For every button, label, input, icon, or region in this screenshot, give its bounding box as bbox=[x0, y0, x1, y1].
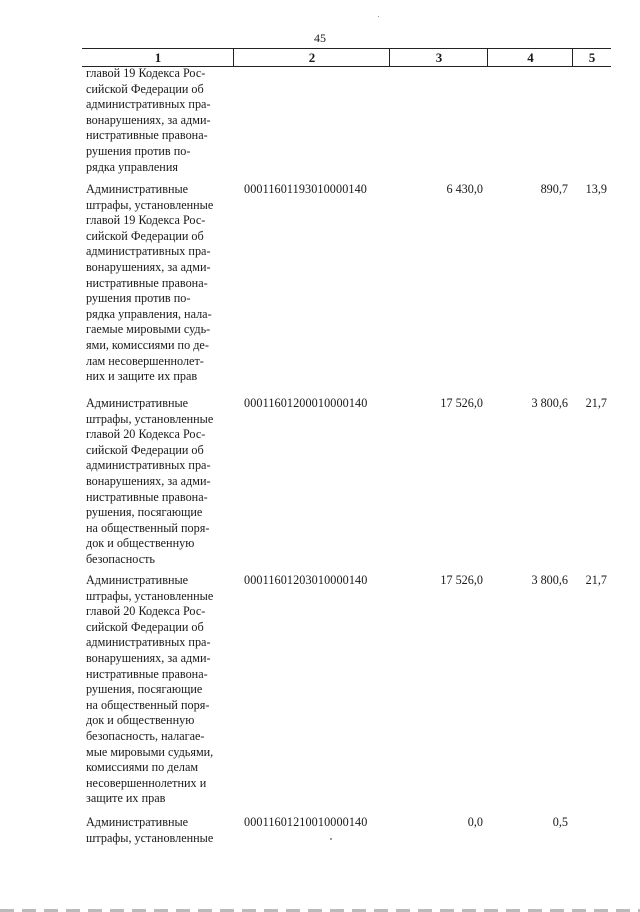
actual-value: 0,5 bbox=[552, 815, 568, 829]
column-header-5: 5 bbox=[573, 48, 611, 67]
budget-code: 00011601203010000140 bbox=[244, 573, 368, 587]
scan-speck bbox=[330, 838, 332, 840]
plan-value: 17 526,0 bbox=[440, 573, 483, 587]
percent-value: 21,7 bbox=[585, 396, 607, 410]
row-description: Административные штрафы, установленные главой 20 Кодекса Рос- сийской Федерации об административных пра- вонарушениях, за адми- нистративные правона- рушения, посягающие на общественный поря- док и общественную безопасность, налагае- мые мировыми судьями, комиссиями по делам несовершеннолетних и защите их прав bbox=[86, 573, 214, 806]
row-description: Административные штрафы, установленные bbox=[86, 815, 214, 845]
budget-code: 00011601193010000140 bbox=[244, 182, 367, 196]
column-divider bbox=[487, 48, 488, 67]
budget-code: 00011601210010000140 bbox=[244, 815, 368, 829]
actual-value: 3 800,6 bbox=[531, 396, 568, 410]
column-header-2: 2 bbox=[234, 48, 390, 67]
column-divider bbox=[389, 48, 390, 67]
plan-value: 0,0 bbox=[467, 815, 483, 829]
row-description: Административные штрафы, установленные главой 20 Кодекса Рос- сийской Федерации об административных пра- вонарушениях, за адми- нистративные правона- рушения, посягающие на общественный поря- док и общественную безопасность bbox=[86, 396, 214, 566]
column-divider bbox=[233, 48, 234, 67]
plan-value: 17 526,0 bbox=[440, 396, 483, 410]
scan-speck bbox=[378, 16, 379, 17]
row-description: Административные штрафы, установленные главой 19 Кодекса Рос- сийской Федерации об административных пра- вонарушениях, за адми- нистративные правона- рушения против по- рядка управления, нала- гаемые мировыми судь- ями, комиссиями по де- лам несовершеннолет- них и защите их прав bbox=[86, 182, 214, 384]
percent-value: 21,7 bbox=[585, 573, 607, 587]
budget-code: 00011601200010000140 bbox=[244, 396, 368, 410]
page-number: 45 bbox=[314, 31, 326, 45]
actual-value: 3 800,6 bbox=[531, 573, 568, 587]
column-header-1: 1 bbox=[82, 48, 234, 67]
plan-value: 6 430,0 bbox=[446, 182, 483, 196]
column-divider bbox=[572, 48, 573, 67]
percent-value: 13,9 bbox=[585, 182, 607, 196]
column-header-4: 4 bbox=[488, 48, 573, 67]
row-description: главой 19 Кодекса Рос- сийской Федерации об административных пра- вонарушениях, за адми- нистративные правона- рушения против по- рядка управления bbox=[86, 66, 211, 174]
actual-value: 890,7 bbox=[540, 182, 568, 196]
column-header-3: 3 bbox=[390, 48, 488, 67]
